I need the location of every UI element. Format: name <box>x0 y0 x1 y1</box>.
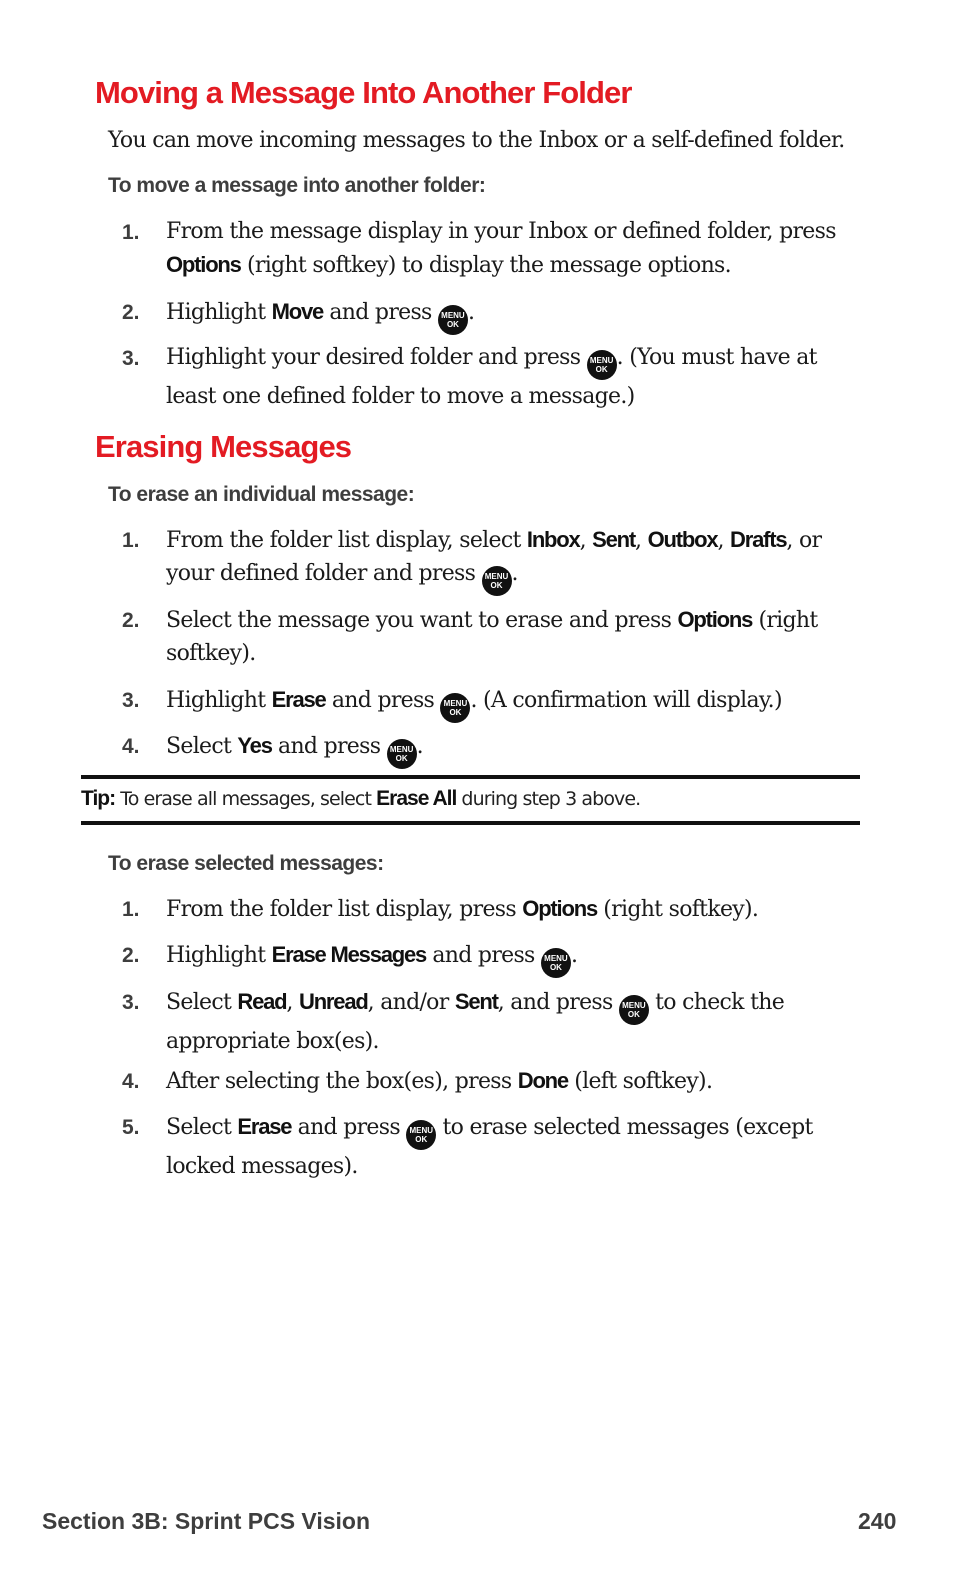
keyword-read: Read <box>237 989 287 1014</box>
keyword-yes: Yes <box>237 733 272 758</box>
step-text: Highlight your desired folder and press <box>166 345 587 370</box>
erase-individual-step-1: 1. From the folder list display, select Inbox, Sent, Outbox, Drafts, or your defined folder and press MENU OK . <box>122 523 862 596</box>
erasing-messages-heading: Erasing Messages <box>95 429 352 464</box>
menu-ok-key-icon: MENU OK <box>587 350 617 380</box>
step-text: least one defined folder to move a message.) <box>166 384 635 409</box>
menu-ok-key-icon: MENU OK <box>406 1120 436 1150</box>
keyword-inbox: Inbox <box>526 527 580 552</box>
menu-ok-key-icon: MENU OK <box>440 693 470 723</box>
menu-ok-key-icon: MENU OK <box>541 948 571 978</box>
step-number: 3. <box>122 689 140 712</box>
erase-individual-step-4: 4. Select Yes and press MENU OK . <box>122 729 862 769</box>
step-text: (right softkey) to display the message options. <box>240 253 731 278</box>
keyword-erase: Erase <box>271 687 326 712</box>
step-text: Select <box>166 990 238 1015</box>
keyword-drafts: Drafts <box>730 527 787 552</box>
erase-individual-step-3: 3. Highlight Erase and press MENU OK . (A confirmation will display.) <box>122 683 862 723</box>
menu-ok-key-icon: MENU OK <box>387 739 417 769</box>
step-text: locked messages). <box>166 1154 358 1179</box>
step-text: softkey). <box>166 641 256 666</box>
step-text: Select the message you want to erase and press <box>166 608 678 633</box>
menu-ok-key-icon: MENU OK <box>482 566 512 596</box>
step-text: Select <box>166 734 238 759</box>
step-text: and press <box>323 300 438 325</box>
step-text: . <box>467 300 475 325</box>
erase-selected-subheading: To erase selected messages: <box>108 852 384 875</box>
page-number: 240 <box>858 1508 897 1534</box>
moving-intro: You can move incoming messages to the Inbox or a self-defined folder. <box>108 128 845 153</box>
step-number: 4. <box>122 1070 140 1093</box>
step-text: From the message display in your Inbox or defined folder, press <box>166 219 836 244</box>
menu-ok-key-icon: MENU OK <box>438 305 468 335</box>
erase-selected-step-5: 5. Select Erase and press MENU OK to erase selected messages (except locked messages). <box>122 1110 862 1183</box>
keyword-erase: Erase <box>237 1114 292 1139</box>
keyword-options: Options <box>166 252 241 277</box>
keyword-done: Done <box>517 1068 568 1093</box>
keyword-unread: Unread <box>299 989 368 1014</box>
keyword-erase-messages: Erase Messages <box>271 942 427 967</box>
moving-step-1 <box>122 215 862 282</box>
step-number: 5. <box>122 1116 140 1139</box>
footer-section-title: Section 3B: Sprint PCS Vision <box>42 1508 371 1534</box>
step-text: Highlight <box>166 943 272 968</box>
keyword-options: Options <box>522 896 597 921</box>
tip-label: Tip: <box>81 787 116 810</box>
step-text: . (You must have at <box>616 345 817 370</box>
tip-text: Tip: To erase all messages, select Erase All during step 3 above. <box>81 787 641 810</box>
step-text: After selecting the box(es), press <box>166 1069 518 1094</box>
step-number: 1. <box>122 898 140 921</box>
keyword-sent: Sent <box>592 527 636 552</box>
erase-selected-step-4: 4. After selecting the box(es), press Done (left softkey). <box>122 1064 862 1098</box>
tip-box <box>81 775 860 825</box>
erase-selected-step-3: 3. Select Read, Unread, and/or Sent, and press MENU OK to check the appropriate box(es). <box>122 985 862 1058</box>
step-text: Highlight <box>166 300 272 325</box>
step-number: 2. <box>122 301 140 324</box>
step-number: 1. <box>122 221 140 244</box>
step-text: Highlight <box>166 688 272 713</box>
erase-individual-step-2: 2. Select the message you want to erase and press Options (right softkey). <box>122 603 862 670</box>
step-number: 2. <box>122 944 140 967</box>
erase-selected-step-1: 1. From the folder list display, press Options (right softkey). <box>122 892 862 926</box>
moving-message-heading: Moving a Message Into Another Folder <box>95 75 632 110</box>
moving-step-3 <box>122 341 862 413</box>
step-number: 3. <box>122 991 140 1014</box>
step-text: your defined folder and press <box>166 561 482 586</box>
step-text: From the folder list display, select <box>166 528 527 553</box>
step-number: 3. <box>122 347 140 370</box>
moving-step-2 <box>122 295 862 335</box>
step-text: Select <box>166 1115 238 1140</box>
keyword-options: Options <box>677 607 753 632</box>
erase-individual-subheading: To erase an individual message: <box>108 483 415 506</box>
erase-selected-step-2: 2. Highlight Erase Messages and press MENU OK . <box>122 938 862 978</box>
moving-subheading: To move a message into another folder: <box>108 174 486 197</box>
step-number: 4. <box>122 735 140 758</box>
step-number: 2. <box>122 609 140 632</box>
step-text: appropriate box(es). <box>166 1029 379 1054</box>
step-text: From the folder list display, press <box>166 897 523 922</box>
step-number: 1. <box>122 529 140 552</box>
keyword-erase-all: Erase All <box>376 787 457 810</box>
keyword-outbox: Outbox <box>647 527 718 552</box>
keyword-move: Move <box>271 299 324 324</box>
keyword-sent: Sent <box>454 989 498 1014</box>
menu-ok-key-icon: MENU OK <box>619 995 649 1025</box>
